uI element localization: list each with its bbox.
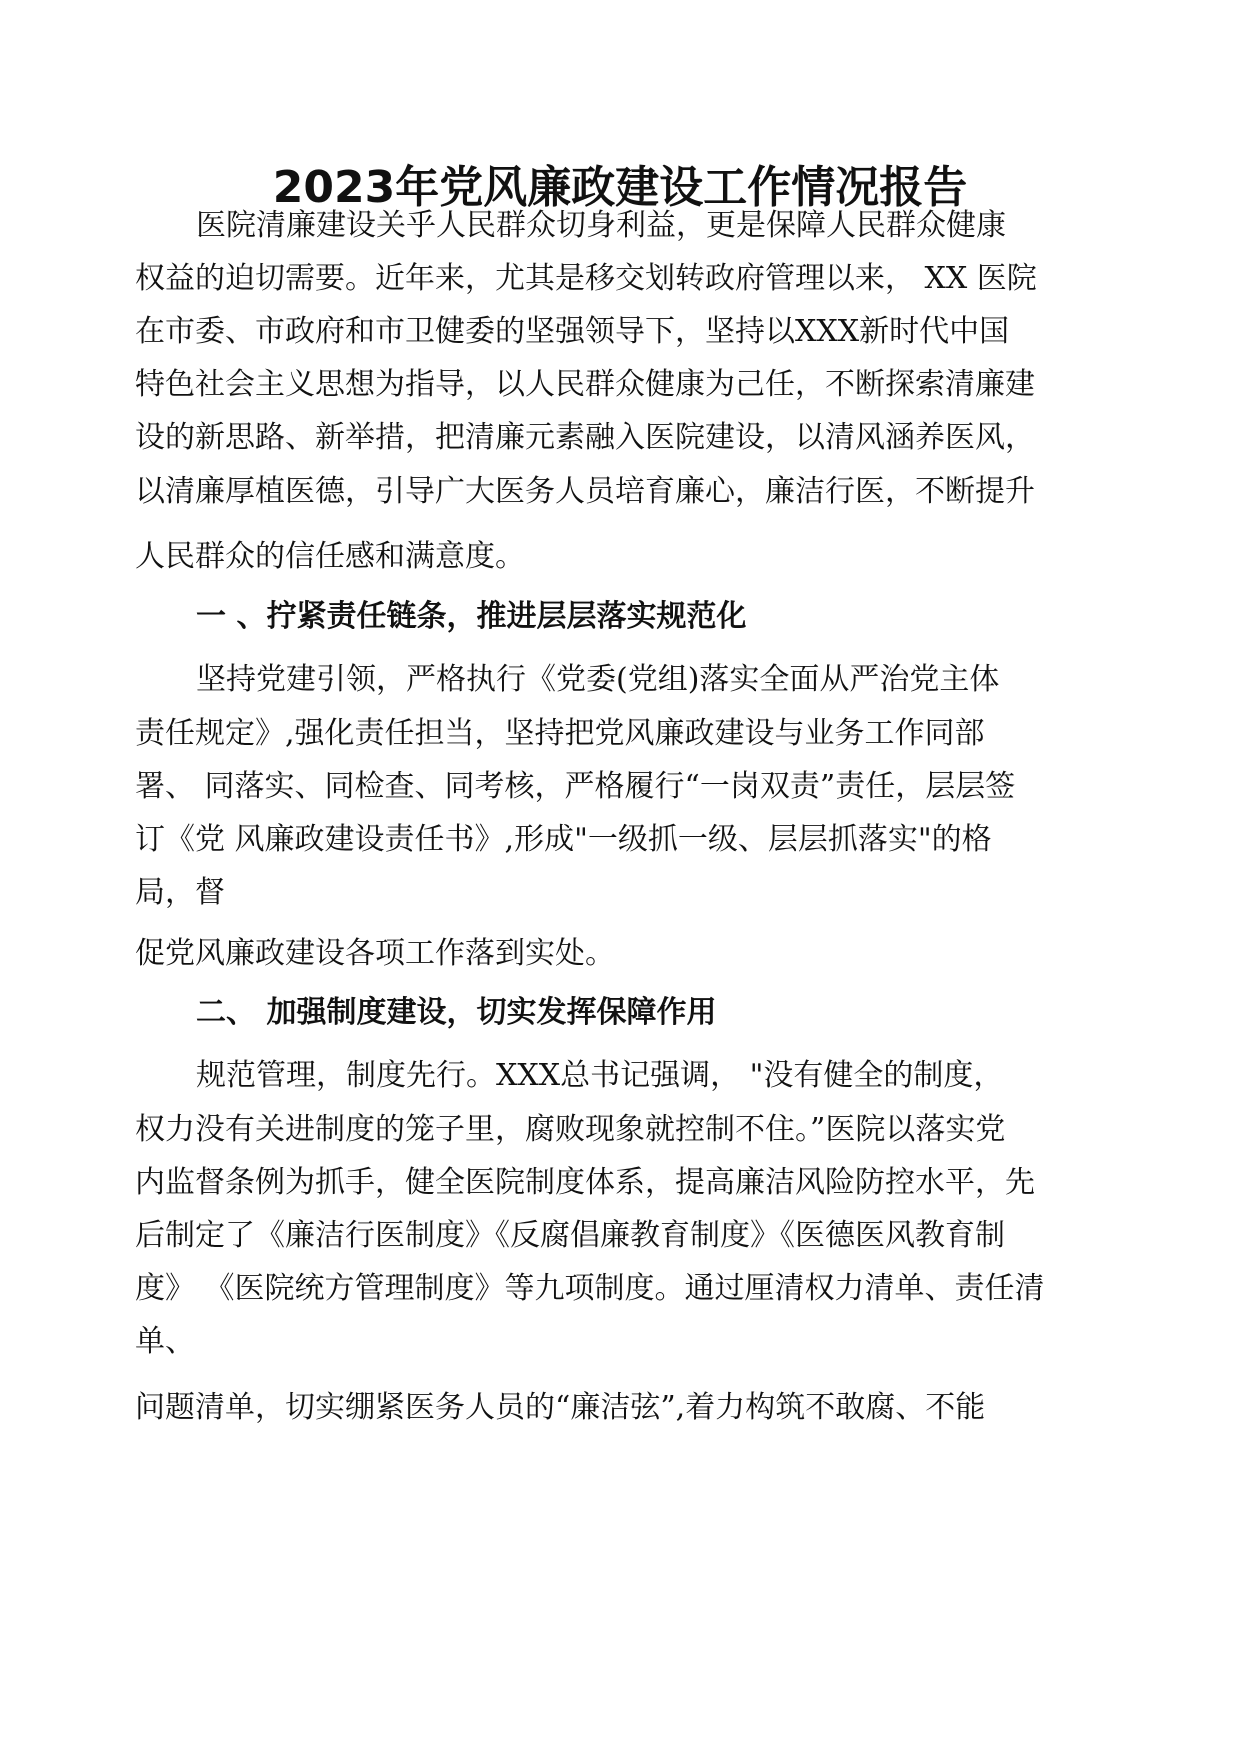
section2-line: 内监督条例为抓手，健全医院制度体系，提高廉洁风险防控水平，先 — [135, 1165, 1035, 1200]
section1-line: 订《党 风廉政建设责任书》,形成"一级抓一级、层层抓落实"的格 — [135, 822, 992, 857]
section1-line: 责任规定》,强化责任担当，坚持把党风廉政建设与业务工作同部 — [135, 716, 985, 751]
section-heading-1: 一 、拧紧责任链条，推进层层落实规范化 — [196, 599, 747, 634]
intro-line: 在市委、市政府和市卫健委的坚强领导下，坚持以XXX新时代中国 — [135, 314, 1010, 349]
section1-line: 坚持党建引领，严格执行《党委(党组)落实全面从严治党主体 — [196, 662, 1000, 697]
intro-line: 权益的迫切需要。近年来，尤其是移交划转政府管理以来， XX 医院 — [135, 261, 1037, 296]
intro-line: 医院清廉建设关乎人民群众切身利益，更是保障人民群众健康 — [196, 208, 1006, 243]
section2-line: 单、 — [135, 1324, 195, 1359]
section1-line: 局，督 — [135, 875, 225, 910]
section2-line: 问题清单，切实绷紧医务人员的“廉洁弦”,着力构筑不敢腐、不能 — [135, 1390, 986, 1425]
intro-line: 人民群众的信任感和满意度。 — [135, 539, 525, 574]
section1-line: 促党风廉政建设各项工作落到实处。 — [135, 936, 615, 971]
intro-line: 设的新思路、新举措，把清廉元素融入医院建设，以清风涵养医风， — [135, 420, 1035, 455]
section1-line: 署、 同落实、同检查、同考核，严格履行“一岗双责”责任，层层签 — [135, 769, 1016, 804]
section2-line: 度》 《医院统方管理制度》等九项制度。通过厘清权力清单、责任清 — [135, 1271, 1045, 1306]
intro-line: 以清廉厚植医德，引导广大医务人员培育廉心，廉洁行医，不断提升 — [135, 474, 1035, 509]
section2-line: 后制定了《廉洁行医制度》《反腐倡廉教育制度》《医德医风教育制 — [135, 1218, 1005, 1253]
section2-line: 权力没有关进制度的笼子里，腐败现象就控制不住。”医院以落实党 — [135, 1112, 1006, 1147]
document-title: 2023年党风廉政建设工作情况报告 — [272, 162, 968, 213]
intro-line: 特色社会主义思想为指导，以人民群众健康为己任，不断探索清廉建 — [135, 367, 1035, 402]
section-heading-2: 二、 加强制度建设，切实发挥保障作用 — [196, 995, 717, 1030]
section2-line: 规范管理，制度先行。XXX总书记强调， "没有健全的制度， — [196, 1058, 1004, 1093]
